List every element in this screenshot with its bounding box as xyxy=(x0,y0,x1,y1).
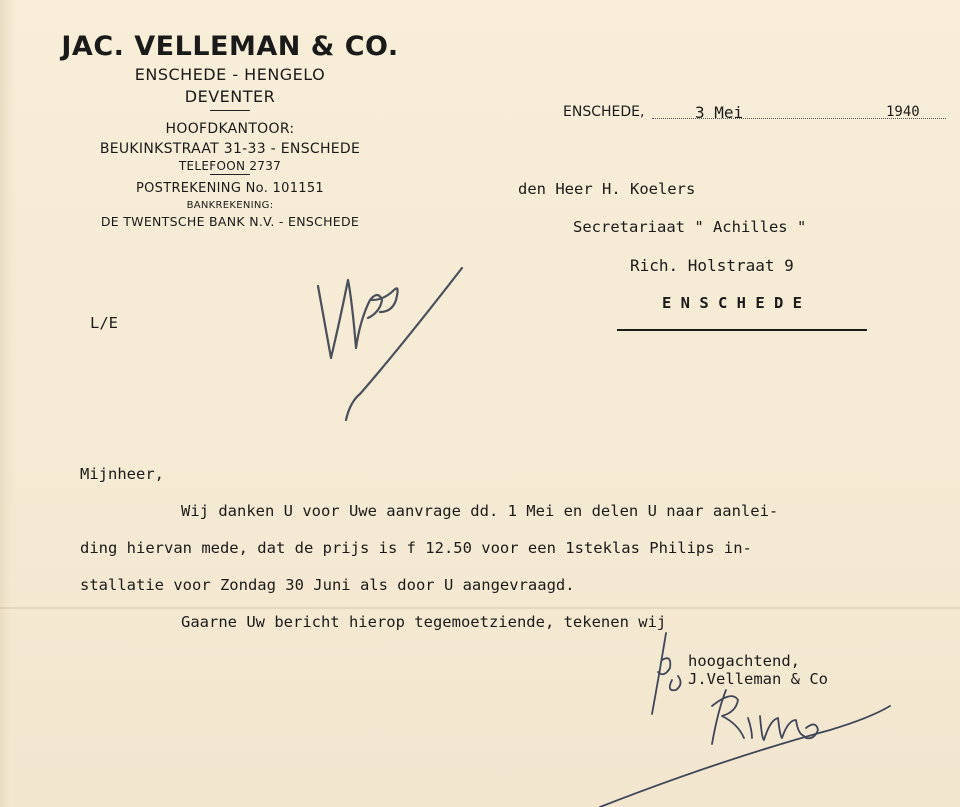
head-office-label: HOOFDKANTOOR: xyxy=(165,121,295,137)
date-day-month: 3 Mei xyxy=(695,103,744,122)
recipient-name: den Heer H. Koelers xyxy=(518,180,696,198)
bank-name: DE TWENTSCHE BANK N.V. - ENSCHEDE xyxy=(100,214,360,229)
cities-line-2: DEVENTER xyxy=(184,87,276,106)
company-name: JAC. VELLEMAN & CO. xyxy=(61,31,399,62)
closing-company: J.Velleman & Co xyxy=(688,670,828,688)
body-line-2: ding hiervan mede, dat de prijs is f 12.50 voor een 1steklas Philips in- xyxy=(80,539,752,557)
pencil-annotation xyxy=(318,268,462,420)
body-line-3: stallatie voor Zondag 30 Juni als door U aangevraagd. xyxy=(80,576,575,594)
closing-greeting: hoogachtend, xyxy=(688,652,800,670)
date-place: ENSCHEDE, xyxy=(563,104,645,120)
body-line-4: Gaarne Uw bericht hierop tegemoetziende, tekenen wij xyxy=(181,613,667,631)
postal-account: POSTREKENING No. 101151 xyxy=(136,181,324,196)
per-order-mark xyxy=(652,633,681,714)
signature xyxy=(600,690,890,807)
recipient-organization: Secretariaat " Achilles " xyxy=(573,218,807,236)
bank-label: BANKREKENING: xyxy=(186,200,274,211)
recipient-street: Rich. Holstraat 9 xyxy=(630,256,794,275)
salutation: Mijnheer, xyxy=(80,465,164,483)
reference-initials: L/E xyxy=(90,314,118,332)
recipient-city: E N S C H E D E xyxy=(662,294,802,312)
phone-number: TELEFOON 2737 xyxy=(178,159,282,173)
head-office-address: BEUKINKSTRAAT 31-33 - ENSCHEDE xyxy=(99,141,361,157)
body-line-1: Wij danken U voor Uwe aanvrage dd. 1 Mei en delen U naar aanlei- xyxy=(181,502,779,520)
date-year: 1940 xyxy=(886,104,920,120)
cities-line-1: ENSCHEDE - HENGELO xyxy=(134,65,326,84)
